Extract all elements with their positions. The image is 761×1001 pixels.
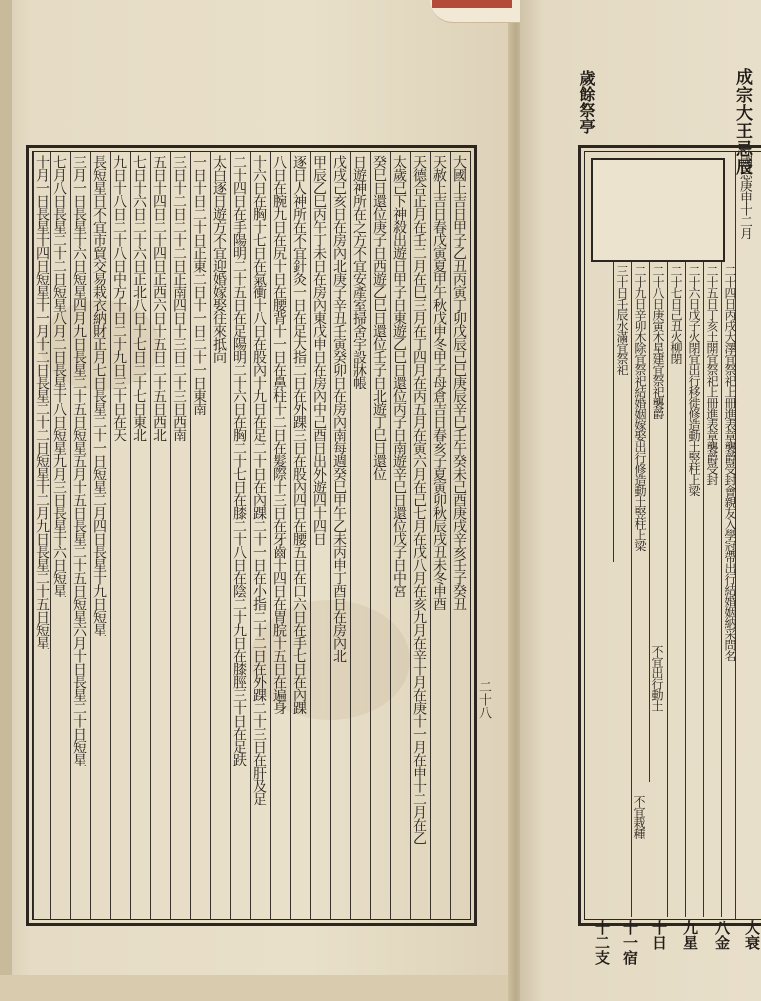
column-text: 一日十日二十日正東二日十一日二十一日東南: [191, 155, 207, 415]
text-column: [170, 152, 190, 919]
column-text: 天赦上吉日春戊寅夏甲午秋戊申冬甲子母倉吉日春亥子夏寅卯秋辰戌丑未冬申酉: [431, 155, 447, 610]
text-column: [110, 152, 130, 919]
text-column: [350, 152, 370, 919]
text-column: [130, 152, 150, 919]
text-column: [50, 152, 70, 919]
column-text: 不宜出行動土: [650, 645, 664, 711]
column-text: 五日十四日二十四日正西六日十五日二十五日西北: [151, 155, 167, 441]
right-columns: [584, 151, 761, 920]
bottom-label: 十一宿: [621, 920, 639, 965]
column-text: 二十五日丁亥土開宜祭祀上冊進表章襲爵受封: [705, 265, 719, 485]
text-column: [150, 152, 170, 919]
column-text: 八日在腕九日在尻十日在腰背十一日在鼻柱十二日在髮際十三日在牙齒十四日在胃脘十五日在遍身: [271, 155, 287, 714]
column-text: 大國上吉日甲子乙丑丙寅丁卯戊辰己巳庚辰辛巳壬午癸未己酉庚戌辛亥壬子癸丑: [451, 155, 467, 610]
text-column: [721, 262, 735, 917]
text-column: [667, 262, 685, 917]
column-text: 二十六日戊子火閉宜出行移徙修造動土竪柱上梁: [687, 265, 701, 496]
column-text: 戊戌己亥日在房內北庚子辛丑壬寅癸卯日在房內南每週癸巳甲午乙未丙申丁酉日在房內北: [331, 155, 347, 662]
text-column: [33, 152, 50, 919]
column-text: 三十日壬辰水滿宜祭祀: [615, 265, 629, 375]
column-text: 日遊神所在之方不宜安產室掃舍宇設牀帳: [351, 155, 367, 389]
column-text: 癸巳日還位庚子日西遊乙巳日還位壬子日北遊丁巳日還位: [371, 155, 387, 480]
text-column: [390, 152, 410, 919]
column-text: 三日十二日二十二日正南四日十三日二十三日西南: [171, 155, 187, 441]
column-text: 二十七日己丑火柳閉: [669, 265, 683, 364]
text-column: [90, 152, 110, 919]
page-bottom-edge: [0, 975, 512, 1001]
bottom-label: 十日: [650, 920, 668, 950]
column-text: 天德合正月在壬二月在巳三月在丁四月在丙五月在寅六月在己七月在戊八月在亥九月在辛十月在庚十一月在申十二月在乙: [411, 155, 427, 844]
text-column: [703, 262, 721, 917]
bottom-label: 十二支: [593, 920, 611, 965]
text-column: [190, 152, 210, 919]
blank-box: [591, 158, 725, 262]
text-column: [450, 152, 470, 919]
bottom-label: 八金: [713, 920, 731, 950]
column-text: 逐日人神所在不宜針灸一日在足大指二日在外踝三日在股內四日在腰五日在口六日在手七日在內踝: [291, 155, 307, 714]
text-column: [613, 262, 631, 562]
text-column: [685, 262, 703, 917]
text-column: [250, 152, 270, 919]
right-page-title: 成宗大王忌辰: [732, 68, 752, 176]
column-text: 國忌庚申十二月: [737, 155, 752, 239]
text-column: [290, 152, 310, 919]
text-column: [230, 152, 250, 919]
column-text: 太白逐日遊方不宜迎婚嫁娶往來抵向: [211, 155, 227, 363]
page-edge: [0, 0, 12, 1001]
right-text-frame: [578, 145, 761, 926]
column-text: 七月八日長星二十二日短星八月二日長星十八日短星九月三日長星十六日短星: [51, 155, 67, 597]
left-columns: [32, 151, 471, 920]
text-column: [631, 792, 649, 912]
text-column: [270, 152, 290, 919]
bottom-label: 九星: [681, 920, 699, 950]
column-text: 不宜栽種: [632, 795, 646, 839]
column-text: 十六日在胸十七日在氣衝十八日在股內十九日在足二十日在內踝二十一日在小指二十二日在外踝二十三日在肝及足: [251, 155, 267, 805]
column-text: 十月一日長星十四日短星十一月十二日長星二十二日短星十二月九日長星二十五日短星: [34, 155, 50, 649]
column-text: 太歲己下神殺出遊日甲子日東遊乙巳日還位丙子日南遊辛巳日還位戊子日中宮: [391, 155, 407, 597]
right-page-subtitle: 歲餘祭亭: [577, 70, 596, 134]
column-text: 二十四日在手陽明二十五日在足陽明二十六日在胸二十七日在膝二十八日在陰二十九日在膝脛三十日在足趺: [231, 155, 247, 766]
column-text: 甲辰乙巳丙午丁未日在房內東戊申日在房內中己酉日出外遊四十四日: [311, 155, 327, 545]
column-text: 長短星日不宜市貿交易栽衣納財正月七日長星二十一日短星二月四日長星十九日短星: [91, 155, 107, 636]
column-text: 二十八日庚寅木星建宜祭祀襲爵: [651, 265, 665, 419]
text-column: [649, 642, 667, 772]
text-column: [370, 152, 390, 919]
left-text-frame: [26, 145, 477, 926]
text-column: [210, 152, 230, 919]
column-text: 二十九日辛卯木除宜祭祀結婚姻嫁娶出行修造動土竪柱上梁: [633, 265, 647, 551]
text-column: [410, 152, 430, 919]
text-column: [330, 152, 350, 919]
text-column: [735, 152, 760, 919]
bottom-label: 大衰: [743, 920, 761, 950]
page-number: 二十八: [476, 680, 491, 719]
column-text: 二十四日丙戌大澤宜祭祀上冊進表章襲爵受封會親友入學冠帶出行結婚姻納采問名: [723, 265, 737, 661]
column-text: 三月一日長星十六日短星四月九日長星二十五日短星五月十五日長星二十五日短星六月十日長星二十日短星: [71, 155, 87, 766]
text-column: [310, 152, 330, 919]
column-text: 七日十六日二十六日正北八日十七日二十七日東北: [131, 155, 147, 441]
text-column: [70, 152, 90, 919]
text-column: [430, 152, 450, 919]
column-text: 九日十八日二十八日中方十日二十九日三十日在天: [111, 155, 127, 441]
red-binding-strip: [432, 0, 512, 8]
